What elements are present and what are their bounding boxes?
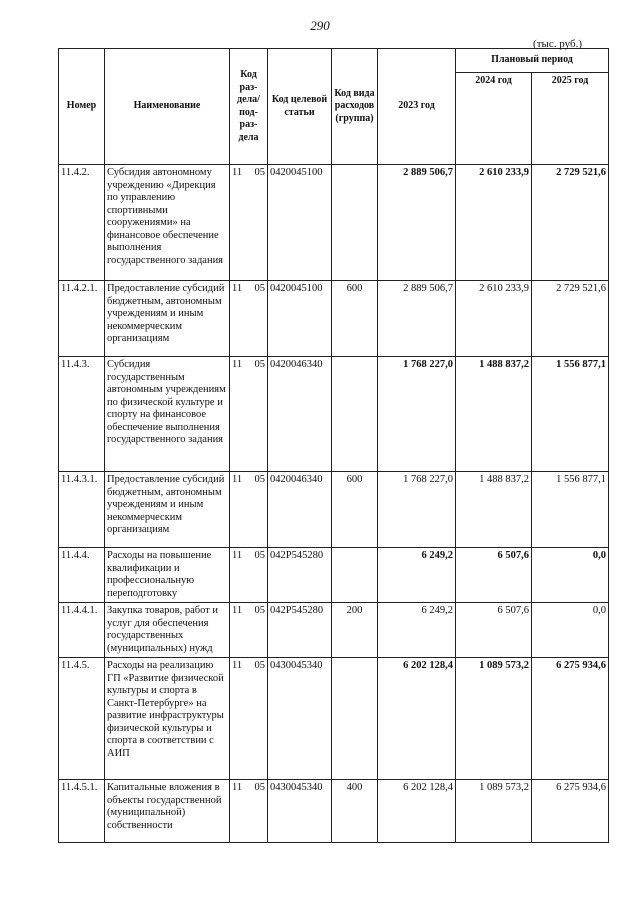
value-2023: 1 768 227,0 xyxy=(378,472,456,548)
row-number: 11.4.2.1. xyxy=(59,281,105,357)
table-row xyxy=(59,548,609,603)
section-code: 11 xyxy=(232,605,243,616)
value-2024: 2 610 233,9 xyxy=(456,165,532,281)
target-code: 0430045340 xyxy=(268,658,332,780)
value-2025: 6 275 934,6 xyxy=(532,780,609,843)
value-2023: 2 889 506,7 xyxy=(378,281,456,357)
target-code: 0420045100 xyxy=(268,281,332,357)
target-code: 0420046340 xyxy=(268,357,332,472)
table-row xyxy=(59,472,609,548)
value-2024: 1 089 573,2 xyxy=(456,658,532,780)
value-2023: 6 249,2 xyxy=(378,548,456,603)
row-name: Субсидия государственным автономным учреждениям по физической культуре и спорту на финансовое обеспечение выполнения государственного задания xyxy=(105,357,230,472)
value-2024: 2 610 233,9 xyxy=(456,281,532,357)
expense-type xyxy=(332,548,378,603)
section-code: 11 xyxy=(232,550,243,561)
expense-type: 200 xyxy=(332,603,378,658)
section-code: 11 xyxy=(232,283,243,294)
section-code: 11 xyxy=(232,359,243,370)
value-2023: 6 249,2 xyxy=(378,603,456,658)
section-code: 11 xyxy=(232,782,243,793)
header-2025: 2025 год xyxy=(532,73,609,165)
value-2024: 1 488 837,2 xyxy=(456,357,532,472)
value-2025: 0,0 xyxy=(532,548,609,603)
target-code: 042Р545280 xyxy=(268,548,332,603)
row-number: 11.4.4.1. xyxy=(59,603,105,658)
budget-table xyxy=(58,48,609,843)
header-planned: Плановый период xyxy=(456,49,609,73)
header-target: Код целевой статьи xyxy=(268,49,332,165)
header-section: Код раз-дела/ под-раз-дела xyxy=(230,49,268,165)
page-number: 290 xyxy=(310,18,330,33)
subsection-code: 05 xyxy=(254,782,265,793)
value-2023: 1 768 227,0 xyxy=(378,357,456,472)
target-code: 0420045100 xyxy=(268,165,332,281)
row-name: Расходы на реализацию ГП «Развитие физической культуры и спорта в Санкт-Петербурге» на развитие инфраструктуры физической культуры и спорта в соответствии с АИП xyxy=(105,658,230,780)
expense-type: 600 xyxy=(332,472,378,548)
row-name: Расходы на повышение квалификации и профессиональную переподготовку xyxy=(105,548,230,603)
value-2025: 0,0 xyxy=(532,603,609,658)
row-name: Субсидия автономному учреждению «Дирекция по управлению спортивными сооружениями» на финансовое обеспечение выполнения государственного задания xyxy=(105,165,230,281)
row-number: 11.4.5. xyxy=(59,658,105,780)
value-2024: 1 089 573,2 xyxy=(456,780,532,843)
subsection-code: 05 xyxy=(254,605,265,616)
section-code: 11 xyxy=(232,167,243,178)
expense-type xyxy=(332,658,378,780)
subsection-code: 05 xyxy=(254,474,265,485)
row-number: 11.4.4. xyxy=(59,548,105,603)
subsection-code: 05 xyxy=(254,167,265,178)
table-row xyxy=(59,780,609,843)
header-expense-type: Код вида расходов (группа) xyxy=(332,49,378,165)
value-2025: 1 556 877,1 xyxy=(532,357,609,472)
expense-type xyxy=(332,357,378,472)
row-number: 11.4.3.1. xyxy=(59,472,105,548)
table-row xyxy=(59,658,609,780)
row-name: Предоставление субсидий бюджетным, автономным учреждениям и иным некоммерческим организациям xyxy=(105,472,230,548)
value-2024: 6 507,6 xyxy=(456,548,532,603)
section-code: 11 xyxy=(232,474,243,485)
table-row xyxy=(59,165,609,281)
section-code: 11 xyxy=(232,660,243,671)
row-name: Предоставление субсидий бюджетным, автономным учреждениям и иным некоммерческим организациям xyxy=(105,281,230,357)
value-2024: 6 507,6 xyxy=(456,603,532,658)
expense-type xyxy=(332,165,378,281)
subsection-code: 05 xyxy=(254,359,265,370)
table-row xyxy=(59,357,609,472)
target-code: 042Р545280 xyxy=(268,603,332,658)
row-name: Капитальные вложения в объекты государственной (муниципальной) собственности xyxy=(105,780,230,843)
expense-type: 600 xyxy=(332,281,378,357)
table-row xyxy=(59,603,609,658)
row-number: 11.4.5.1. xyxy=(59,780,105,843)
value-2023: 2 889 506,7 xyxy=(378,165,456,281)
subsection-code: 05 xyxy=(254,550,265,561)
value-2023: 6 202 128,4 xyxy=(378,658,456,780)
value-2023: 6 202 128,4 xyxy=(378,780,456,843)
table-row xyxy=(59,281,609,357)
header-number: Номер xyxy=(59,49,105,165)
value-2025: 2 729 521,6 xyxy=(532,281,609,357)
target-code: 0420046340 xyxy=(268,472,332,548)
subsection-code: 05 xyxy=(254,660,265,671)
row-number: 11.4.3. xyxy=(59,357,105,472)
value-2025: 2 729 521,6 xyxy=(532,165,609,281)
target-code: 0430045340 xyxy=(268,780,332,843)
units-label: (тыс. руб.) xyxy=(533,38,582,50)
value-2024: 1 488 837,2 xyxy=(456,472,532,548)
value-2025: 1 556 877,1 xyxy=(532,472,609,548)
subsection-code: 05 xyxy=(254,283,265,294)
header-2023: 2023 год xyxy=(378,49,456,165)
row-name: Закупка товаров, работ и услуг для обеспечения государственных (муниципальных) нужд xyxy=(105,603,230,658)
header-name: Наименование xyxy=(105,49,230,165)
header-2024: 2024 год xyxy=(456,73,532,165)
value-2025: 6 275 934,6 xyxy=(532,658,609,780)
expense-type: 400 xyxy=(332,780,378,843)
row-number: 11.4.2. xyxy=(59,165,105,281)
